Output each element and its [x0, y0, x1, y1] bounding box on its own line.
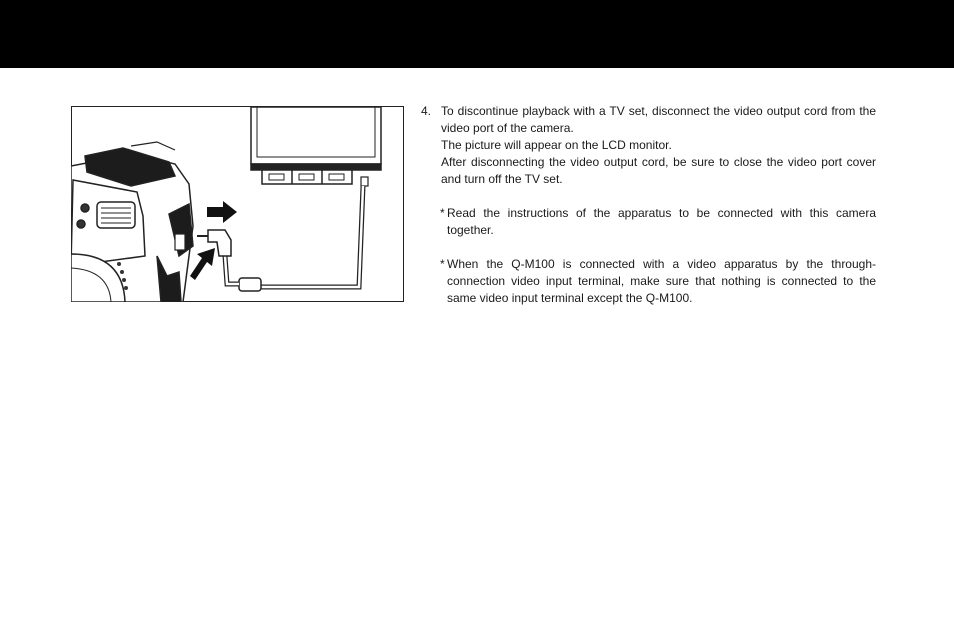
step-4 [421, 103, 876, 188]
digital-camera [71, 142, 193, 302]
note-read-instructions [421, 205, 876, 239]
instruction-text [421, 103, 876, 307]
note-text: Read the instructions of the apparatus to be connected with this camera together. [447, 206, 876, 237]
step-line-3: After disconnecting the video output cord, be sure to close the video port cover and turn off the TV set. [441, 155, 876, 186]
note-through-connection [421, 256, 876, 307]
note-asterisk: * [440, 206, 445, 220]
header-band [0, 0, 954, 68]
note-asterisk: * [440, 257, 445, 271]
camera-tv-connection-illustration [71, 106, 404, 302]
note-text: When the Q-M100 is connected with a video apparatus by the through-connection video input terminal, make sure that nothing is connected to the same video input terminal except the Q-M100. [447, 257, 876, 305]
step-line-2: The picture will appear on the LCD monitor. [441, 138, 672, 152]
step-line-1: To discontinue playback with a TV set, disconnect the video output cord from the video port of the camera. [441, 104, 876, 135]
step-number: 4. [421, 104, 432, 118]
